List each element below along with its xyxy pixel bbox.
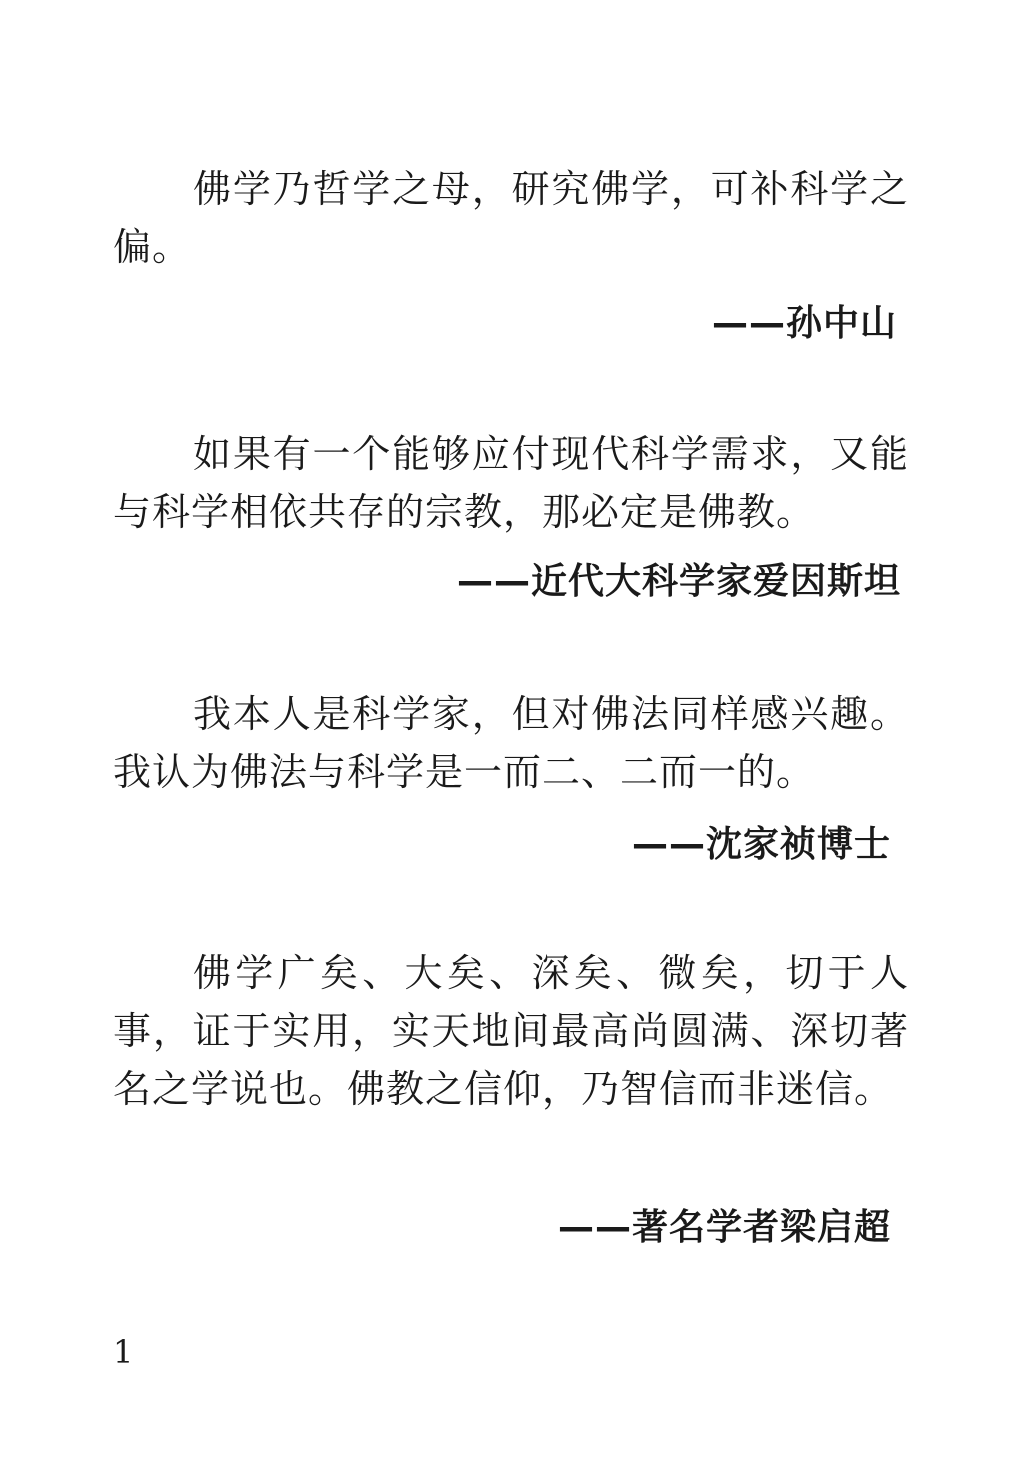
quote-text: 如果有一个能够应付现代科学需求，又能与科学相依共存的宗教，那必定是佛教。 [113, 432, 909, 534]
page-number: 1 [113, 1333, 134, 1371]
quote-text: 佛学乃哲学之母，研究佛学，可补科学之偏。 [113, 167, 909, 269]
quote-attribution: ——著名学者梁启超 [557, 1207, 891, 1248]
quote-text: 我本人是科学家，但对佛法同样感兴趣。我认为佛法与科学是一而二、二而一的。 [113, 692, 909, 794]
quote-text: 佛学广矣、大矣、深矣、微矣，切于人事，证于实用，实天地间最高尚圆满、深切著名之学说也。佛教之信仰，乃智信而非迷信。 [113, 951, 909, 1111]
quote-attribution: ——近代大科学家爱因斯坦 [456, 561, 901, 602]
quote-attribution: ——孙中山 [711, 303, 897, 344]
quote-attribution: ——沈家祯博士 [631, 824, 891, 865]
